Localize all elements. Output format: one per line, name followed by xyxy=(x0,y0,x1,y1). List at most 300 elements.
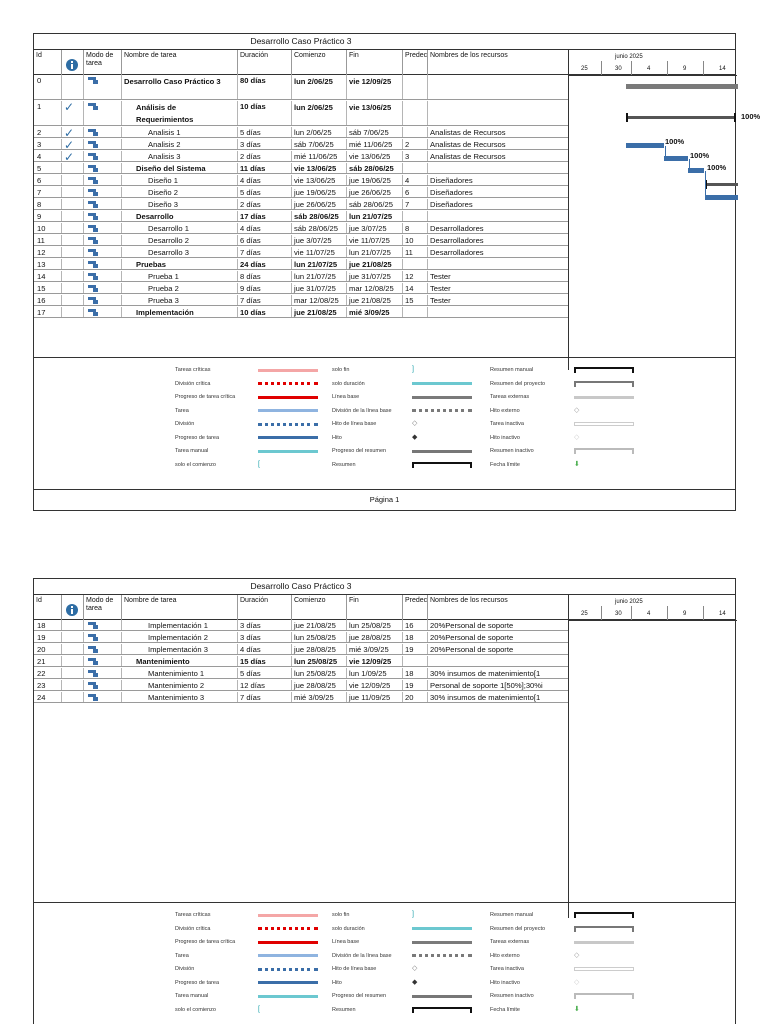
task-predecessors[interactable] xyxy=(403,163,428,173)
task-resources[interactable] xyxy=(428,259,568,269)
task-predecessors[interactable]: 18 xyxy=(403,668,428,678)
task-start[interactable]: jue 19/06/25 xyxy=(292,187,347,197)
task-resources[interactable]: Tester xyxy=(430,296,451,305)
task-name[interactable]: Diseño 3 xyxy=(122,199,238,209)
task-predecessors[interactable]: 11 xyxy=(403,247,428,257)
task-name[interactable]: Desarrollo xyxy=(122,211,238,221)
task-predecessors[interactable]: 19 xyxy=(403,680,428,690)
legend-label: Progreso del resumen xyxy=(332,448,387,454)
task-resources[interactable]: Desarrolladores xyxy=(430,224,484,233)
task-mode xyxy=(84,632,122,642)
task-mode xyxy=(84,211,122,221)
task-start[interactable]: lun 2/06/25 xyxy=(292,75,347,99)
task-finish[interactable]: mié 11/06/25 xyxy=(347,139,403,149)
task-duration[interactable]: 7 días xyxy=(238,692,292,702)
task-id: 13 xyxy=(34,259,62,269)
task-start[interactable]: jue 21/08/25 xyxy=(292,307,347,317)
task-start[interactable]: jue 28/08/25 xyxy=(292,680,347,690)
timescale-day: 14 xyxy=(719,611,726,617)
task-start[interactable]: lun 21/07/25 xyxy=(292,259,347,269)
task-duration[interactable]: 10 días xyxy=(238,101,292,125)
task-predecessors[interactable] xyxy=(403,127,428,137)
task-row[interactable] xyxy=(34,175,568,186)
legend-swatch xyxy=(258,981,318,984)
task-resources[interactable]: Analistas de Recursos xyxy=(430,140,506,149)
legend-label: Resumen del proyecto xyxy=(490,380,546,387)
task-duration[interactable]: 11 días xyxy=(238,163,292,173)
task-row[interactable] xyxy=(34,668,568,679)
task-resources[interactable]: Diseñadores xyxy=(430,188,473,197)
task-resources[interactable]: Desarrolladores xyxy=(430,236,484,245)
header-resources[interactable]: Nombres de los recursos xyxy=(430,52,508,59)
task-duration[interactable]: 15 días xyxy=(238,656,292,666)
legend-label: Tarea xyxy=(175,407,189,414)
legend-label: Hito inactivo xyxy=(490,434,520,441)
task-finish[interactable]: vie 11/07/25 xyxy=(347,235,403,245)
task-start[interactable]: vie 11/07/25 xyxy=(292,247,347,257)
task-finish[interactable]: lun 25/08/25 xyxy=(347,620,403,630)
task-name[interactable]: Desarrollo Caso Práctico 3 xyxy=(122,75,238,99)
task-duration[interactable]: 4 días xyxy=(238,223,292,233)
legend-swatch xyxy=(574,993,634,999)
task-mode xyxy=(84,680,122,690)
auto-scheduled-icon xyxy=(88,153,100,161)
task-start[interactable]: jue 28/08/25 xyxy=(292,644,347,654)
task-resources[interactable]: 20%Personal de soporte xyxy=(430,621,514,630)
task-predecessors[interactable] xyxy=(403,656,428,666)
task-resources[interactable] xyxy=(428,211,568,221)
legend-label: solo fin xyxy=(332,912,350,918)
task-row[interactable] xyxy=(34,259,568,270)
task-start[interactable]: lun 2/06/25 xyxy=(292,101,347,125)
task-row[interactable] xyxy=(34,151,568,162)
timescale-day: 4 xyxy=(647,611,651,617)
legend-label: Resumen del proyecto xyxy=(490,925,546,932)
task-resources[interactable] xyxy=(428,307,568,317)
task-name[interactable]: Análisis de Requerimientos xyxy=(122,101,238,125)
percent-label: 100% xyxy=(665,137,685,146)
legend-swatch xyxy=(258,995,318,998)
task-predecessors[interactable]: 18 xyxy=(403,632,428,642)
task-row[interactable] xyxy=(34,307,568,318)
task-finish[interactable]: mié 3/09/25 xyxy=(347,307,403,317)
legend-swatch xyxy=(258,382,318,385)
task-resources[interactable]: Diseñadores xyxy=(430,176,473,185)
task-start[interactable]: sáb 28/06/25 xyxy=(292,223,347,233)
task-predecessors[interactable]: 7 xyxy=(403,199,428,209)
legend-swatch: ⬇ xyxy=(574,460,580,468)
task-name[interactable]: Prueba 1 xyxy=(122,271,238,281)
task-bar-diseno-1[interactable] xyxy=(705,195,738,200)
legend-swatch xyxy=(258,423,318,426)
task-duration[interactable]: 17 días xyxy=(238,211,292,221)
header-start[interactable]: Comienzo xyxy=(292,50,347,75)
legend-label: Tareas externas xyxy=(490,394,530,400)
project-summary-bar[interactable] xyxy=(626,84,738,89)
task-resources[interactable] xyxy=(428,656,568,666)
header-indicators[interactable] xyxy=(62,595,84,620)
task-row[interactable] xyxy=(34,75,568,100)
task-predecessors[interactable] xyxy=(403,307,428,317)
task-row[interactable] xyxy=(34,187,568,198)
task-predecessors[interactable] xyxy=(403,259,428,269)
legend-label: Hito de línea base xyxy=(332,966,377,972)
task-indicator xyxy=(62,620,84,630)
task-id: 17 xyxy=(34,307,62,317)
task-predecessors[interactable]: 15 xyxy=(403,295,428,305)
auto-scheduled-icon xyxy=(88,213,100,221)
task-finish[interactable]: jue 28/08/25 xyxy=(347,632,403,642)
task-bar-analisis-2[interactable] xyxy=(664,156,688,161)
task-row[interactable] xyxy=(34,656,568,667)
task-finish[interactable]: lun 21/07/25 xyxy=(347,211,403,221)
header-mode[interactable]: Modo de tarea xyxy=(84,50,122,75)
task-start[interactable]: lun 25/08/25 xyxy=(292,632,347,642)
task-start[interactable]: jue 21/08/25 xyxy=(292,620,347,630)
task-duration[interactable]: 9 días xyxy=(238,283,292,293)
task-mode xyxy=(84,163,122,173)
task-start[interactable]: jue 31/07/25 xyxy=(292,283,347,293)
legend-label: Línea base xyxy=(332,939,360,945)
task-predecessors[interactable]: 8 xyxy=(403,223,428,233)
task-resources[interactable] xyxy=(428,101,568,125)
header-predecessors[interactable]: Predec xyxy=(403,595,428,620)
task-start[interactable]: lun 25/08/25 xyxy=(292,668,347,678)
timescale-tick xyxy=(703,606,704,620)
task-resources[interactable]: Analistas de Recursos xyxy=(430,152,506,161)
task-row[interactable] xyxy=(34,271,568,282)
task-duration[interactable]: 3 días xyxy=(238,620,292,630)
task-row[interactable] xyxy=(34,620,568,631)
task-name[interactable]: Diseño 1 xyxy=(122,175,238,185)
timescale-day: 9 xyxy=(683,66,687,72)
task-predecessors[interactable]: 14 xyxy=(403,283,428,293)
header-id[interactable]: Id xyxy=(34,50,62,75)
task-name[interactable]: Diseño 2 xyxy=(122,187,238,197)
task-indicator xyxy=(62,199,84,209)
legend-label: División crítica xyxy=(175,380,211,387)
task-row[interactable] xyxy=(34,644,568,655)
legend-swatch xyxy=(258,396,318,399)
task-finish[interactable]: vie 12/09/25 xyxy=(347,75,403,99)
auto-scheduled-icon xyxy=(88,658,100,666)
task-finish[interactable]: sáb 28/06/25 xyxy=(347,199,403,209)
task-row[interactable] xyxy=(34,247,568,258)
task-name[interactable]: Mantenimiento 2 xyxy=(122,680,238,690)
task-mode xyxy=(84,692,122,702)
task-name[interactable]: Implementación 2 xyxy=(122,632,238,642)
task-start[interactable]: sáb 7/06/25 xyxy=(292,139,347,149)
task-finish[interactable]: sáb 7/06/25 xyxy=(347,127,403,137)
task-resources[interactable]: Diseñadores xyxy=(430,200,473,209)
task-duration[interactable]: 2 días xyxy=(238,199,292,209)
legend-swatch xyxy=(412,462,472,468)
legend-swatch xyxy=(258,450,318,453)
task-predecessors[interactable]: 16 xyxy=(403,620,428,630)
task-row[interactable] xyxy=(34,163,568,174)
legend-label: Línea base xyxy=(332,394,360,400)
task-start[interactable]: mié 11/06/25 xyxy=(292,151,347,161)
task-row[interactable] xyxy=(34,101,568,126)
task-start[interactable]: vie 13/06/25 xyxy=(292,175,347,185)
page-number: Página 1 xyxy=(369,495,400,504)
task-duration[interactable]: 5 días xyxy=(238,127,292,137)
task-finish[interactable]: jue 3/07/25 xyxy=(347,223,403,233)
legend-label: Progreso de tarea crítica xyxy=(175,939,236,945)
task-start[interactable]: lun 21/07/25 xyxy=(292,271,347,281)
task-start[interactable]: lun 25/08/25 xyxy=(292,656,347,666)
summary-bar-diseno[interactable] xyxy=(705,183,738,186)
task-row[interactable] xyxy=(34,199,568,210)
task-id: 9 xyxy=(34,211,62,221)
task-duration[interactable]: 24 días xyxy=(238,259,292,269)
task-resources[interactable]: Personal de soporte 1[50%];30%i xyxy=(430,681,543,690)
task-id: 14 xyxy=(34,271,62,281)
task-finish[interactable]: jue 11/09/25 xyxy=(347,692,403,702)
legend-swatch xyxy=(412,954,472,957)
task-finish[interactable]: vie 12/09/25 xyxy=(347,680,403,690)
task-predecessors[interactable]: 20 xyxy=(403,692,428,702)
task-finish[interactable]: jue 26/06/25 xyxy=(347,187,403,197)
header-duration[interactable]: Duración xyxy=(238,50,292,75)
task-finish[interactable]: vie 13/06/25 xyxy=(347,151,403,161)
auto-scheduled-icon xyxy=(88,249,100,257)
task-id: 24 xyxy=(34,692,62,702)
auto-scheduled-icon xyxy=(88,682,100,690)
task-finish[interactable]: mar 12/08/25 xyxy=(347,283,403,293)
task-duration[interactable]: 6 días xyxy=(238,235,292,245)
legend-swatch xyxy=(574,926,634,932)
task-id: 4 xyxy=(34,151,62,161)
task-mode xyxy=(84,75,122,99)
task-name[interactable]: Implementación xyxy=(122,307,238,317)
task-name[interactable]: Desarrollo 3 xyxy=(122,247,238,257)
task-predecessors[interactable]: 10 xyxy=(403,235,428,245)
task-name[interactable]: Prueba 3 xyxy=(122,295,238,305)
task-resources[interactable]: Tester xyxy=(430,284,451,293)
task-predecessors[interactable] xyxy=(403,75,428,99)
project-title: Desarrollo Caso Práctico 3 xyxy=(250,581,352,591)
legend xyxy=(34,902,735,1025)
task-predecessors[interactable] xyxy=(403,101,428,125)
header-id[interactable]: Id xyxy=(34,595,62,620)
task-resources[interactable]: Tester xyxy=(430,272,451,281)
legend-label: Tarea manual xyxy=(175,993,209,999)
legend-label: Resumen xyxy=(332,1006,356,1013)
legend-swatch xyxy=(412,1007,472,1013)
task-indicator xyxy=(62,283,84,293)
task-indicator xyxy=(62,307,84,317)
task-finish[interactable]: jue 21/08/25 xyxy=(347,259,403,269)
task-finish[interactable]: sáb 28/06/25 xyxy=(347,163,403,173)
task-indicator xyxy=(62,127,84,137)
summary-bar-analisis[interactable] xyxy=(626,116,736,119)
task-id: 22 xyxy=(34,668,62,678)
task-duration[interactable]: 3 días xyxy=(238,632,292,642)
task-duration[interactable]: 4 días xyxy=(238,175,292,185)
legend-swatch: ◆ xyxy=(412,978,418,986)
task-mode xyxy=(84,247,122,257)
task-duration[interactable]: 8 días xyxy=(238,271,292,281)
task-resources[interactable]: 30% insumos de matenimiento[1 xyxy=(430,669,541,678)
timescale-month: junio 2025 xyxy=(615,599,643,605)
task-finish[interactable]: mié 3/09/25 xyxy=(347,644,403,654)
task-duration[interactable]: 2 días xyxy=(238,151,292,161)
task-start[interactable]: mar 12/08/25 xyxy=(292,295,347,305)
task-name[interactable]: Pruebas xyxy=(122,259,238,269)
task-name[interactable]: Desarrollo 1 xyxy=(122,223,238,233)
percent-label: 100% xyxy=(741,112,761,121)
header-predecessors[interactable]: Predec xyxy=(403,50,428,75)
task-name[interactable]: Mantenimiento xyxy=(122,656,238,666)
task-resources[interactable]: 30% insumos de matenimiento[1 xyxy=(430,693,541,702)
gantt-header-divider xyxy=(569,620,737,621)
task-id: 18 xyxy=(34,620,62,630)
task-resources[interactable]: 20%Personal de soporte xyxy=(430,645,514,654)
legend-label: Hito de línea base xyxy=(332,421,377,427)
header-finish[interactable]: Fin xyxy=(347,50,403,75)
task-name[interactable]: Mantenimiento 1 xyxy=(122,668,238,678)
task-duration[interactable]: 7 días xyxy=(238,295,292,305)
legend-label: Tarea manual xyxy=(175,448,209,454)
header-name[interactable]: Nombre de tarea xyxy=(122,595,238,620)
task-name[interactable]: Prueba 2 xyxy=(122,283,238,293)
task-name[interactable]: Desarrollo 2 xyxy=(122,235,238,245)
task-row[interactable] xyxy=(34,235,568,246)
legend-label: Hito xyxy=(332,434,342,441)
task-duration[interactable]: 12 días xyxy=(238,680,292,690)
percent-label: 100% xyxy=(690,151,710,160)
task-row[interactable] xyxy=(34,223,568,234)
task-name[interactable]: Analisis 2 xyxy=(122,139,238,149)
task-start[interactable]: jue 3/07/25 xyxy=(292,235,347,245)
legend-swatch: [ xyxy=(258,1005,260,1013)
task-name[interactable]: Diseño del Sistema xyxy=(122,163,238,173)
task-row[interactable] xyxy=(34,295,568,306)
task-predecessors[interactable] xyxy=(403,211,428,221)
task-duration[interactable]: 10 días xyxy=(238,307,292,317)
info-icon xyxy=(65,58,79,72)
header-start[interactable]: Comienzo xyxy=(292,595,347,620)
auto-scheduled-icon xyxy=(88,165,100,173)
legend-swatch xyxy=(574,941,634,944)
task-name[interactable]: Analisis 1 xyxy=(122,127,238,137)
legend-swatch: ] xyxy=(412,366,414,373)
task-start[interactable]: jue 26/06/25 xyxy=(292,199,347,209)
task-mode xyxy=(84,223,122,233)
legend-swatch: ◇ xyxy=(574,978,580,986)
task-row[interactable] xyxy=(34,139,568,150)
timescale-day: 25 xyxy=(581,66,588,72)
task-finish[interactable]: jue 21/08/25 xyxy=(347,295,403,305)
task-name[interactable]: Implementación 3 xyxy=(122,644,238,654)
task-resources[interactable]: Desarrolladores xyxy=(430,248,484,257)
task-finish[interactable]: jue 31/07/25 xyxy=(347,271,403,281)
task-predecessors[interactable]: 2 xyxy=(403,139,428,149)
task-finish[interactable]: vie 13/06/25 xyxy=(347,101,403,125)
task-row[interactable] xyxy=(34,127,568,138)
task-resources[interactable] xyxy=(428,75,568,99)
legend-swatch xyxy=(412,382,472,385)
task-predecessors[interactable]: 3 xyxy=(403,151,428,161)
header-indicators[interactable] xyxy=(62,50,84,75)
task-name[interactable]: Mantenimiento 3 xyxy=(122,692,238,702)
task-start[interactable]: sáb 28/06/25 xyxy=(292,211,347,221)
timescale-tick xyxy=(703,61,704,75)
task-finish[interactable]: vie 12/09/25 xyxy=(347,656,403,666)
task-duration[interactable]: 7 días xyxy=(238,247,292,257)
task-start[interactable]: vie 13/06/25 xyxy=(292,163,347,173)
task-indicator xyxy=(62,75,84,99)
legend-label: Resumen manual xyxy=(490,367,534,373)
task-predecessors[interactable]: 6 xyxy=(403,187,428,197)
task-name[interactable]: Implementación 1 xyxy=(122,620,238,630)
header-resources[interactable]: Nombres de los recursos xyxy=(430,597,508,604)
task-predecessors[interactable]: 4 xyxy=(403,175,428,185)
auto-scheduled-icon xyxy=(88,201,100,209)
task-row[interactable] xyxy=(34,283,568,294)
task-start[interactable]: lun 2/06/25 xyxy=(292,127,347,137)
task-resources[interactable]: 20%Personal de soporte xyxy=(430,633,514,642)
task-id: 7 xyxy=(34,187,62,197)
page-footer xyxy=(34,489,735,510)
timescale-day: 14 xyxy=(719,66,726,72)
task-finish[interactable]: lun 1/09/25 xyxy=(347,668,403,678)
task-duration[interactable]: 3 días xyxy=(238,139,292,149)
legend-label: División de la línea base xyxy=(332,407,392,414)
task-bar-analisis-3[interactable] xyxy=(688,168,704,173)
legend-swatch xyxy=(412,396,472,399)
header-name[interactable]: Nombre de tarea xyxy=(122,50,238,75)
legend-swatch xyxy=(258,409,318,412)
task-start[interactable]: mié 3/09/25 xyxy=(292,692,347,702)
completed-check-icon: ✓ xyxy=(64,101,75,114)
task-indicator xyxy=(62,139,84,149)
header-duration[interactable]: Duración xyxy=(238,595,292,620)
task-duration[interactable]: 80 días xyxy=(238,75,292,99)
task-predecessors[interactable]: 19 xyxy=(403,644,428,654)
task-id: 19 xyxy=(34,632,62,642)
task-bar-analisis-1[interactable] xyxy=(626,143,664,148)
legend-label: División xyxy=(175,966,195,972)
task-duration[interactable]: 5 días xyxy=(238,668,292,678)
auto-scheduled-icon xyxy=(88,77,100,85)
header-mode[interactable]: Modo de tarea xyxy=(84,595,122,620)
task-name[interactable]: Analisis 3 xyxy=(122,151,238,161)
legend-label: Tarea xyxy=(175,952,189,959)
task-row[interactable] xyxy=(34,692,568,703)
legend-swatch xyxy=(574,367,634,373)
header-finish[interactable]: Fin xyxy=(347,595,403,620)
task-id: 3 xyxy=(34,139,62,149)
task-row[interactable] xyxy=(34,680,568,691)
auto-scheduled-icon xyxy=(88,237,100,245)
task-duration[interactable]: 4 días xyxy=(238,644,292,654)
legend-label: Fecha límite xyxy=(490,461,520,468)
task-row[interactable] xyxy=(34,211,568,222)
task-mode xyxy=(84,139,122,149)
task-resources[interactable] xyxy=(428,163,568,173)
task-row[interactable] xyxy=(34,632,568,643)
task-resources[interactable]: Analistas de Recursos xyxy=(430,128,506,137)
task-predecessors[interactable]: 12 xyxy=(403,271,428,281)
task-mode xyxy=(84,235,122,245)
task-id: 16 xyxy=(34,295,62,305)
task-finish[interactable]: jue 19/06/25 xyxy=(347,175,403,185)
task-duration[interactable]: 5 días xyxy=(238,187,292,197)
timescale-tick xyxy=(631,606,632,620)
task-finish[interactable]: lun 21/07/25 xyxy=(347,247,403,257)
